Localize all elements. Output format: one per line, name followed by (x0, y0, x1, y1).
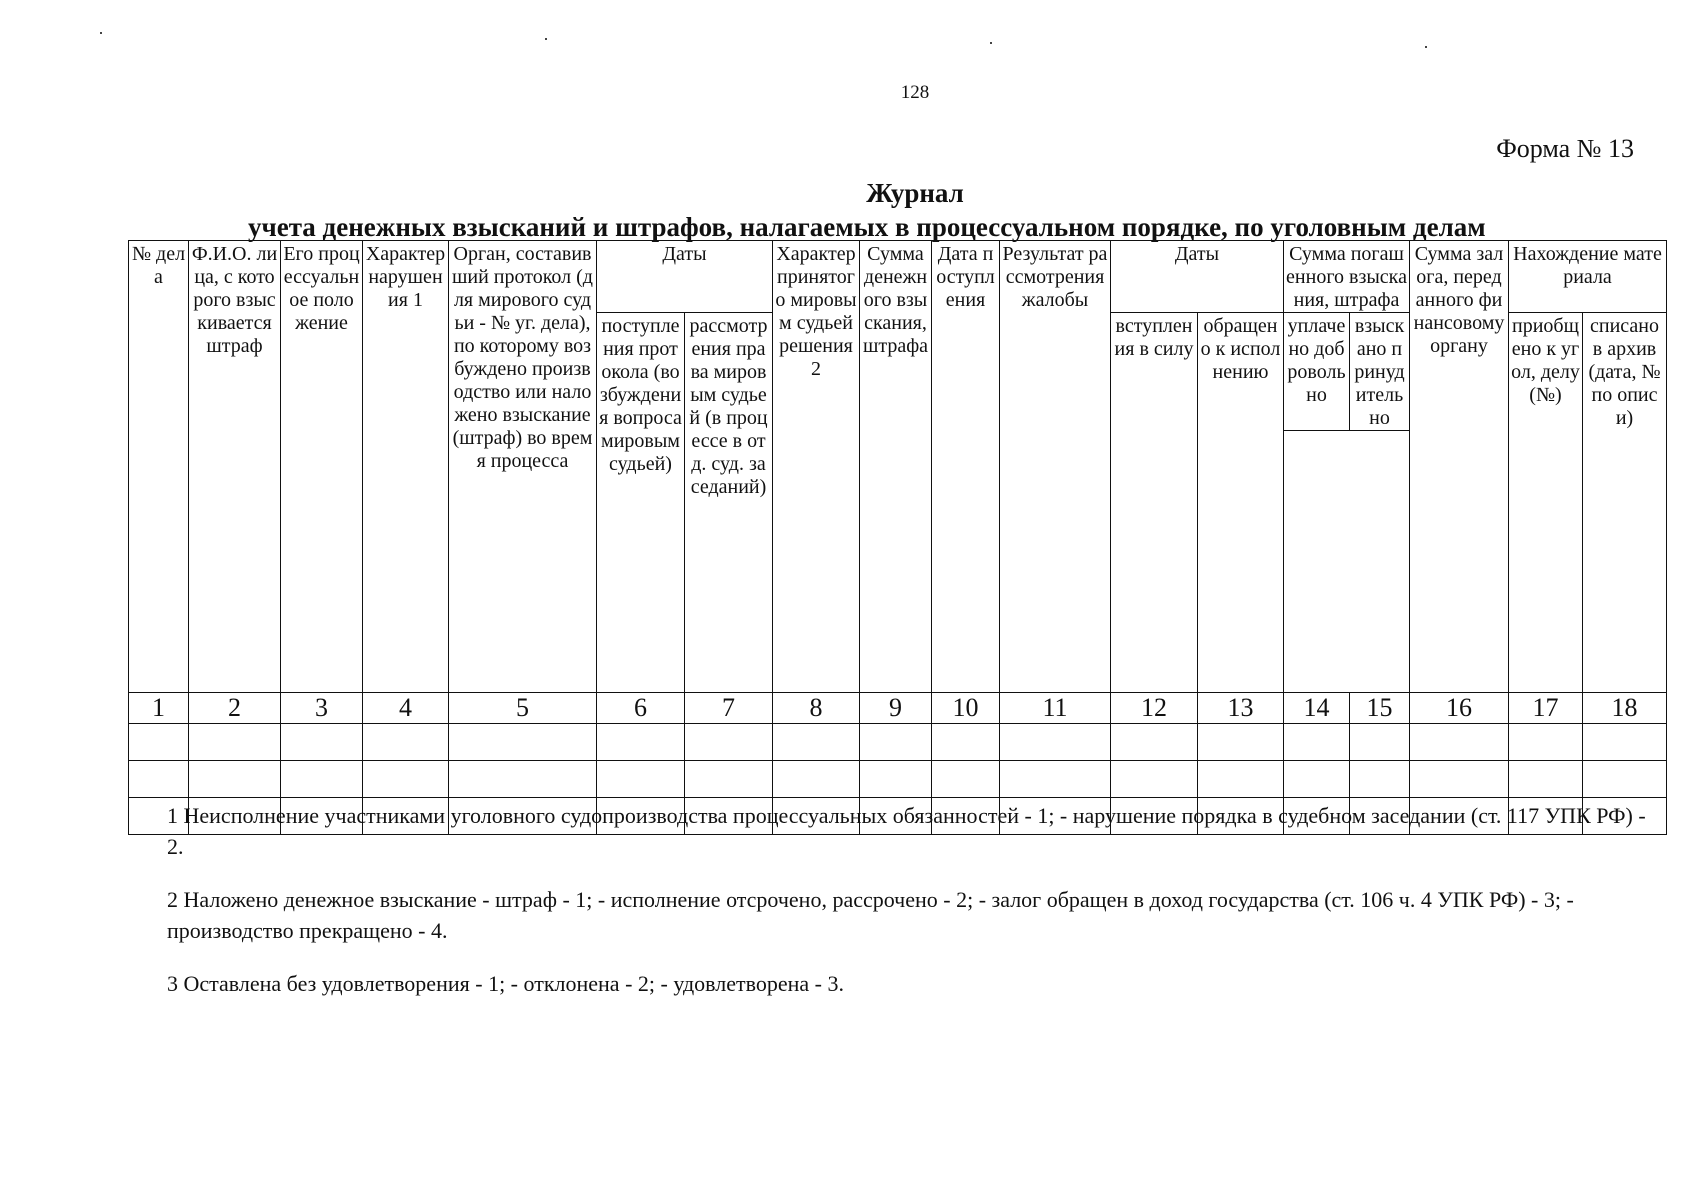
scan-speck (1425, 46, 1427, 48)
spacer-cell (1284, 431, 1350, 693)
column-number: 12 (1111, 693, 1198, 724)
column-number: 18 (1583, 693, 1667, 724)
table-row (129, 724, 1667, 761)
column-number: 6 (597, 693, 685, 724)
scan-speck (100, 32, 102, 34)
header-procedural-status: Его процессуальное положение (281, 241, 363, 693)
footnote-3: 3 Оставлена без удовлетворения - 1; - отклонена - 2; - удовлетворена - 3. (167, 971, 844, 996)
footnote-2: 2 Наложено денежное взыскание - штраф - 1; - исполнение отсрочено, рассрочено - 2; - залог обращен в доход государства (ст. 106 ч. 4 УПК РФ) - 3; - производство прекращено - 4. (167, 887, 1574, 943)
header-violation-type: Характер нарушения 1 (363, 241, 449, 693)
form-number: Форма № 13 (1496, 134, 1634, 163)
header-row-1 (129, 241, 1667, 313)
column-number: 2 (189, 693, 281, 724)
column-number-row (129, 693, 1667, 724)
header-review-date: рассмотрения права мировым судьей (в процессе в отд. суд. заседаний) (685, 313, 773, 693)
header-group-repaid-sum: Сумма погашенного взыскания, штрафа (1284, 241, 1410, 313)
header-protocol-receipt: поступления протокола (возбуждения вопроса мировым судьей) (597, 313, 685, 693)
header-bail-amount: Сумма залога, переданного финансовому органу (1410, 241, 1509, 693)
document-title: Журнал (866, 178, 964, 208)
column-number: 16 (1410, 693, 1509, 724)
header-paid-voluntarily: уплачено добровольно (1284, 313, 1350, 431)
header-appeal-result: Результат рассмотрения жалобы (1000, 241, 1111, 693)
page-number: 128 (900, 82, 930, 103)
column-number: 9 (860, 693, 932, 724)
header-full-name: Ф.И.О. лица, с которого взыскивается штраф (189, 241, 281, 693)
header-penalty-amount: Сумма денежного взыскания, штрафа (860, 241, 932, 693)
header-collected-forcibly: взыскано принудительно (1350, 313, 1410, 431)
header-group-material-location: Нахождение материала (1509, 241, 1667, 313)
document-subtitle: учета денежных взысканий и штрафов, налагаемых в процессуальном порядке, по уголовным делам (248, 212, 1486, 242)
header-issuing-body: Орган, составивший протокол (для мирового судьи - № уг. дела), по которому возбуждено производство или наложено взыскание (штраф) во время процесса (449, 241, 597, 693)
column-number: 4 (363, 693, 449, 724)
header-entry-into-force: вступления в силу (1111, 313, 1198, 693)
column-number: 13 (1198, 693, 1284, 724)
column-number: 15 (1350, 693, 1410, 724)
scan-speck (545, 38, 547, 40)
header-decision-type: Характер принятого мировым судьей решения 2 (773, 241, 860, 693)
table-row (129, 761, 1667, 798)
scan-speck (990, 42, 992, 44)
header-attached-to-case: приобщено к угол, делу (№) (1509, 313, 1583, 693)
header-group-dates-2: Даты (1111, 241, 1284, 313)
column-number: 10 (932, 693, 1000, 724)
column-number: 8 (773, 693, 860, 724)
footnote-1: 1 Неисполнение участниками уголовного судопроизводства процессуальных обязанностей - 1; - нарушение порядка в судебном заседании (ст. 117 УПК РФ) - 2. (167, 803, 1646, 859)
column-number: 11 (1000, 693, 1111, 724)
column-number: 7 (685, 693, 773, 724)
header-archived: списано в архив (дата, № по описи) (1583, 313, 1667, 693)
header-enforcement: обращено к исполнению (1198, 313, 1284, 693)
footnotes (167, 800, 1647, 1021)
column-number: 1 (129, 693, 189, 724)
header-receipt-date: Дата поступления (932, 241, 1000, 693)
header-case-number: № дела (129, 241, 189, 693)
column-number: 14 (1284, 693, 1350, 724)
column-number: 5 (449, 693, 597, 724)
column-number: 17 (1509, 693, 1583, 724)
header-group-dates: Даты (597, 241, 773, 313)
column-number: 3 (281, 693, 363, 724)
journal-table (128, 240, 1667, 835)
